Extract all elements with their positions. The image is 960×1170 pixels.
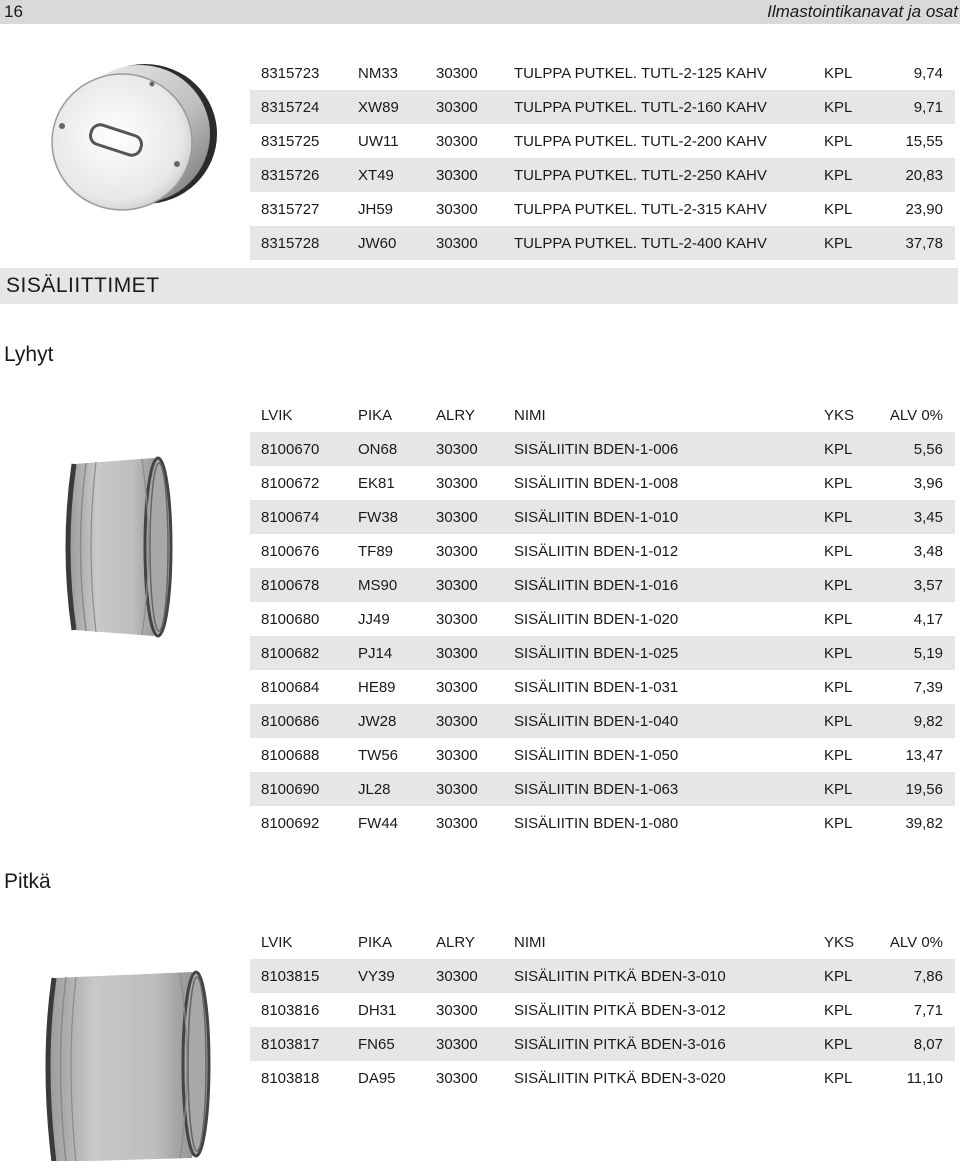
alry-cell: 30300 [436, 610, 478, 628]
pika-cell: NM33 [358, 64, 399, 82]
name-cell: SISÄLIITIN BDEN-1-010 [514, 508, 679, 526]
table-header-row [250, 398, 955, 432]
page-header [0, 0, 960, 24]
table-row [250, 56, 955, 90]
table-row [250, 806, 955, 840]
column-header: NIMI [514, 406, 546, 424]
section-heading-bar [0, 268, 958, 304]
unit-cell: KPL [824, 814, 853, 832]
unit-cell: KPL [824, 474, 853, 492]
alry-cell: 30300 [436, 644, 478, 662]
document-title: Ilmastointikanavat ja osat [767, 2, 958, 21]
price-cell: 11,10 [906, 1069, 943, 1087]
unit-cell: KPL [824, 98, 853, 116]
table-row [250, 226, 955, 260]
long-coupling-table [250, 925, 955, 1095]
unit-cell: KPL [824, 1069, 853, 1087]
column-header: PIKA [358, 406, 393, 424]
lvik-cell: 8100680 [261, 610, 320, 628]
pika-cell: JW60 [358, 234, 397, 252]
pika-cell: JJ49 [358, 610, 390, 628]
name-cell: SISÄLIITIN PITKÄ BDEN-3-010 [514, 967, 726, 985]
alry-cell: 30300 [436, 780, 478, 798]
lvik-cell: 8315723 [261, 64, 320, 82]
pika-cell: DH31 [358, 1001, 397, 1019]
price-cell: 9,74 [913, 64, 943, 82]
name-cell: SISÄLIITIN BDEN-1-012 [514, 542, 679, 560]
name-cell: SISÄLIITIN BDEN-1-016 [514, 576, 679, 594]
long-coupling-image [44, 966, 214, 1161]
unit-cell: KPL [824, 166, 853, 184]
pika-cell: FW38 [358, 508, 399, 526]
price-cell: 7,86 [913, 967, 943, 985]
price-cell: 3,48 [913, 542, 943, 560]
lvik-cell: 8103816 [261, 1001, 320, 1019]
lvik-cell: 8100686 [261, 712, 320, 730]
pika-cell: XW89 [358, 98, 399, 116]
alry-cell: 30300 [436, 576, 478, 594]
alry-cell: 30300 [436, 98, 478, 116]
alry-cell: 30300 [436, 64, 478, 82]
price-cell: 37,78 [905, 234, 943, 252]
lvik-cell: 8100688 [261, 746, 320, 764]
unit-cell: KPL [824, 678, 853, 696]
column-header: ALRY [436, 933, 475, 951]
pika-cell: HE89 [358, 678, 396, 696]
table-row [250, 500, 955, 534]
column-header: ALV 0% [889, 406, 943, 424]
table-row [250, 1061, 955, 1095]
name-cell: SISÄLIITIN BDEN-1-025 [514, 644, 679, 662]
short-coupling-image [58, 452, 174, 642]
price-cell: 7,71 [913, 1001, 943, 1019]
alry-cell: 30300 [436, 542, 478, 560]
name-cell: TULPPA PUTKEL. TUTL-2-160 KAHV [514, 98, 767, 116]
pika-cell: JL28 [358, 780, 391, 798]
pika-cell: JH59 [358, 200, 394, 218]
lvik-cell: 8100670 [261, 440, 320, 458]
table-row [250, 124, 955, 158]
price-cell: 3,96 [913, 474, 943, 492]
alry-cell: 30300 [436, 234, 478, 252]
column-header: NIMI [514, 933, 546, 951]
table-row [250, 959, 955, 993]
end-cap-image [40, 56, 220, 216]
unit-cell: KPL [824, 200, 853, 218]
unit-cell: KPL [824, 508, 853, 526]
name-cell: SISÄLIITIN BDEN-1-040 [514, 712, 679, 730]
table-row [250, 636, 955, 670]
name-cell: TULPPA PUTKEL. TUTL-2-400 KAHV [514, 234, 767, 252]
alry-cell: 30300 [436, 678, 478, 696]
price-cell: 9,82 [913, 712, 943, 730]
price-cell: 5,19 [913, 644, 943, 662]
name-cell: SISÄLIITIN BDEN-1-031 [514, 678, 679, 696]
alry-cell: 30300 [436, 474, 478, 492]
pika-cell: FN65 [358, 1035, 395, 1053]
name-cell: SISÄLIITIN BDEN-1-080 [514, 814, 679, 832]
alry-cell: 30300 [436, 166, 478, 184]
unit-cell: KPL [824, 440, 853, 458]
price-cell: 3,57 [913, 576, 943, 594]
price-cell: 9,71 [913, 98, 943, 116]
name-cell: SISÄLIITIN BDEN-1-020 [514, 610, 679, 628]
alry-cell: 30300 [436, 1069, 478, 1087]
price-cell: 19,56 [905, 780, 943, 798]
price-cell: 23,90 [905, 200, 943, 218]
column-header: YKS [824, 406, 855, 424]
alry-cell: 30300 [436, 200, 478, 218]
alry-cell: 30300 [436, 1035, 478, 1053]
short-coupling-table [250, 398, 955, 840]
table-row [250, 993, 955, 1027]
alry-cell: 30300 [436, 1001, 478, 1019]
column-header: ALV 0% [889, 933, 943, 951]
table-row [250, 90, 955, 124]
alry-cell: 30300 [436, 132, 478, 150]
name-cell: SISÄLIITIN BDEN-1-050 [514, 746, 679, 764]
lvik-cell: 8100682 [261, 644, 320, 662]
lvik-cell: 8100684 [261, 678, 320, 696]
lvik-cell: 8100690 [261, 780, 320, 798]
unit-cell: KPL [824, 746, 853, 764]
unit-cell: KPL [824, 132, 853, 150]
lvik-cell: 8103817 [261, 1035, 320, 1053]
lvik-cell: 8315724 [261, 98, 320, 116]
table-header-row [250, 925, 955, 959]
unit-cell: KPL [824, 64, 853, 82]
lvik-cell: 8315727 [261, 200, 320, 218]
end-cap-table [250, 56, 955, 260]
lvik-cell: 8100672 [261, 474, 320, 492]
pika-cell: MS90 [358, 576, 398, 594]
column-header: LVIK [261, 406, 293, 424]
alry-cell: 30300 [436, 440, 478, 458]
lvik-cell: 8100678 [261, 576, 320, 594]
alry-cell: 30300 [436, 712, 478, 730]
name-cell: TULPPA PUTKEL. TUTL-2-250 KAHV [514, 166, 767, 184]
column-header: LVIK [261, 933, 293, 951]
lvik-cell: 8315725 [261, 132, 320, 150]
alry-cell: 30300 [436, 508, 478, 526]
lvik-cell: 8100674 [261, 508, 320, 526]
unit-cell: KPL [824, 542, 853, 560]
price-cell: 5,56 [913, 440, 943, 458]
unit-cell: KPL [824, 1001, 853, 1019]
section-title: SISÄLIITTIMET [6, 274, 160, 297]
unit-cell: KPL [824, 234, 853, 252]
table-row [250, 534, 955, 568]
table-row [250, 1027, 955, 1061]
pika-cell: FW44 [358, 814, 399, 832]
column-header: YKS [824, 933, 855, 951]
name-cell: TULPPA PUTKEL. TUTL-2-315 KAHV [514, 200, 767, 218]
lvik-cell: 8315726 [261, 166, 320, 184]
pika-cell: VY39 [358, 967, 395, 985]
unit-cell: KPL [824, 1035, 853, 1053]
price-cell: 3,45 [913, 508, 943, 526]
unit-cell: KPL [824, 610, 853, 628]
subsection-title-lyhyt: Lyhyt [4, 343, 54, 366]
name-cell: SISÄLIITIN BDEN-1-006 [514, 440, 679, 458]
name-cell: TULPPA PUTKEL. TUTL-2-200 KAHV [514, 132, 767, 150]
price-cell: 15,55 [905, 132, 943, 150]
name-cell: SISÄLIITIN BDEN-1-063 [514, 780, 679, 798]
price-cell: 13,47 [905, 746, 943, 764]
table-row [250, 602, 955, 636]
name-cell: TULPPA PUTKEL. TUTL-2-125 KAHV [514, 64, 767, 82]
lvik-cell: 8315728 [261, 234, 320, 252]
page-number: 16 [4, 2, 23, 21]
pika-cell: TW56 [358, 746, 399, 764]
table-row [250, 772, 955, 806]
unit-cell: KPL [824, 712, 853, 730]
price-cell: 7,39 [913, 678, 943, 696]
pika-cell: TF89 [358, 542, 394, 560]
subsection-title-pitka: Pitkä [4, 870, 51, 893]
price-cell: 39,82 [905, 814, 943, 832]
column-header: PIKA [358, 933, 393, 951]
pika-cell: EK81 [358, 474, 395, 492]
lvik-cell: 8103815 [261, 967, 320, 985]
alry-cell: 30300 [436, 814, 478, 832]
price-cell: 20,83 [905, 166, 943, 184]
alry-cell: 30300 [436, 967, 478, 985]
unit-cell: KPL [824, 967, 853, 985]
table-row [250, 568, 955, 602]
price-cell: 4,17 [913, 610, 943, 628]
lvik-cell: 8100676 [261, 542, 320, 560]
name-cell: SISÄLIITIN PITKÄ BDEN-3-016 [514, 1035, 726, 1053]
column-header: ALRY [436, 406, 475, 424]
pika-cell: PJ14 [358, 644, 393, 662]
unit-cell: KPL [824, 644, 853, 662]
pika-cell: DA95 [358, 1069, 396, 1087]
pika-cell: ON68 [358, 440, 398, 458]
pika-cell: UW11 [358, 132, 399, 150]
pika-cell: JW28 [358, 712, 397, 730]
unit-cell: KPL [824, 780, 853, 798]
price-cell: 8,07 [913, 1035, 943, 1053]
pika-cell: XT49 [358, 166, 394, 184]
lvik-cell: 8103818 [261, 1069, 320, 1087]
table-row [250, 432, 955, 466]
unit-cell: KPL [824, 576, 853, 594]
name-cell: SISÄLIITIN PITKÄ BDEN-3-020 [514, 1069, 726, 1087]
name-cell: SISÄLIITIN PITKÄ BDEN-3-012 [514, 1001, 726, 1019]
alry-cell: 30300 [436, 746, 478, 764]
table-row [250, 738, 955, 772]
table-row [250, 704, 955, 738]
table-row [250, 192, 955, 226]
table-row [250, 158, 955, 192]
lvik-cell: 8100692 [261, 814, 320, 832]
name-cell: SISÄLIITIN BDEN-1-008 [514, 474, 679, 492]
table-row [250, 670, 955, 704]
table-row [250, 466, 955, 500]
